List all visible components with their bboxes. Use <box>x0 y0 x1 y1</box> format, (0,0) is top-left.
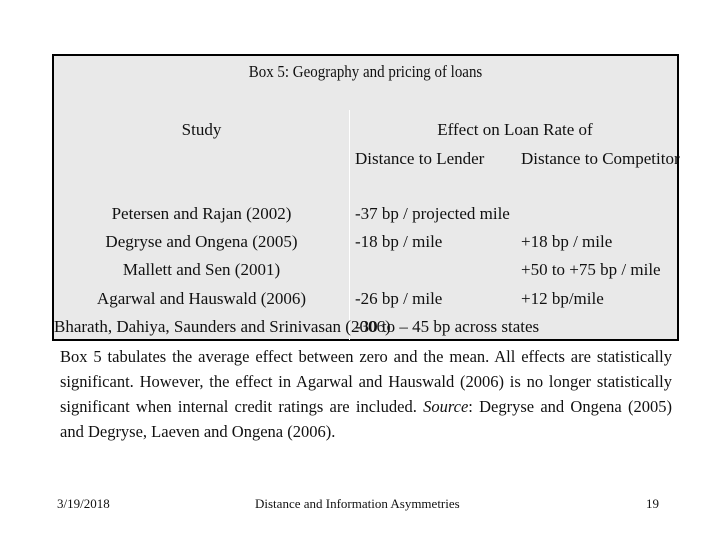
table-title: Box 5: Geography and pricing of loans <box>248 62 483 81</box>
lender-effect-cell: -30 to – 45 bp across states <box>355 317 540 336</box>
competitor-effect-cell: +12 bp/mile <box>521 289 604 308</box>
distance-lender-header: Distance to Lender <box>355 149 485 168</box>
study-cell: Bharath, Dahiya, Saunders and Srinivasan (2006) <box>54 317 391 336</box>
footer-date: 3/19/2018 <box>57 496 110 511</box>
source-label: Source <box>423 397 469 416</box>
study-cell: Agarwal and Hauswald (2006) <box>96 289 307 308</box>
study-cell: Petersen and Rajan (2002) <box>111 204 292 223</box>
competitor-effect-cell: +50 to +75 bp / mile <box>521 260 661 279</box>
table-row <box>54 313 677 341</box>
table-row <box>54 228 677 256</box>
table-caption <box>60 344 672 444</box>
effect-column-header: Effect on Loan Rate of <box>437 120 593 139</box>
lender-effect-cell: -37 bp / projected mile <box>355 204 510 223</box>
study-column-header: Study <box>181 120 222 139</box>
study-cell: Degryse and Ongena (2005) <box>105 232 298 251</box>
source-text: : Degryse and Ongena (2005) and Degryse, Laeven and Ongena (2006). <box>60 397 672 441</box>
table-row <box>54 256 677 284</box>
footer-title: Distance and Information Asymmetries <box>255 496 460 511</box>
competitor-effect-cell: +18 bp / mile <box>521 232 613 251</box>
lender-effect-cell: -18 bp / mile <box>355 232 443 251</box>
study-cell: Mallett and Sen (2001) <box>122 260 281 279</box>
distance-competitor-header: Distance to Competitor <box>521 149 680 168</box>
loan-pricing-table <box>52 54 679 341</box>
page-number: 19 <box>646 496 659 511</box>
lender-effect-cell: -26 bp / mile <box>355 289 443 308</box>
caption-text: Box 5 tabulates the average effect between zero and the mean. All effects are statistically significant. However, the effect in Agarwal and Hauswald (2006) is no longer statistically significant when internal credit ratings are included. <box>60 347 672 416</box>
table-row <box>54 285 677 313</box>
table-row <box>54 200 677 228</box>
